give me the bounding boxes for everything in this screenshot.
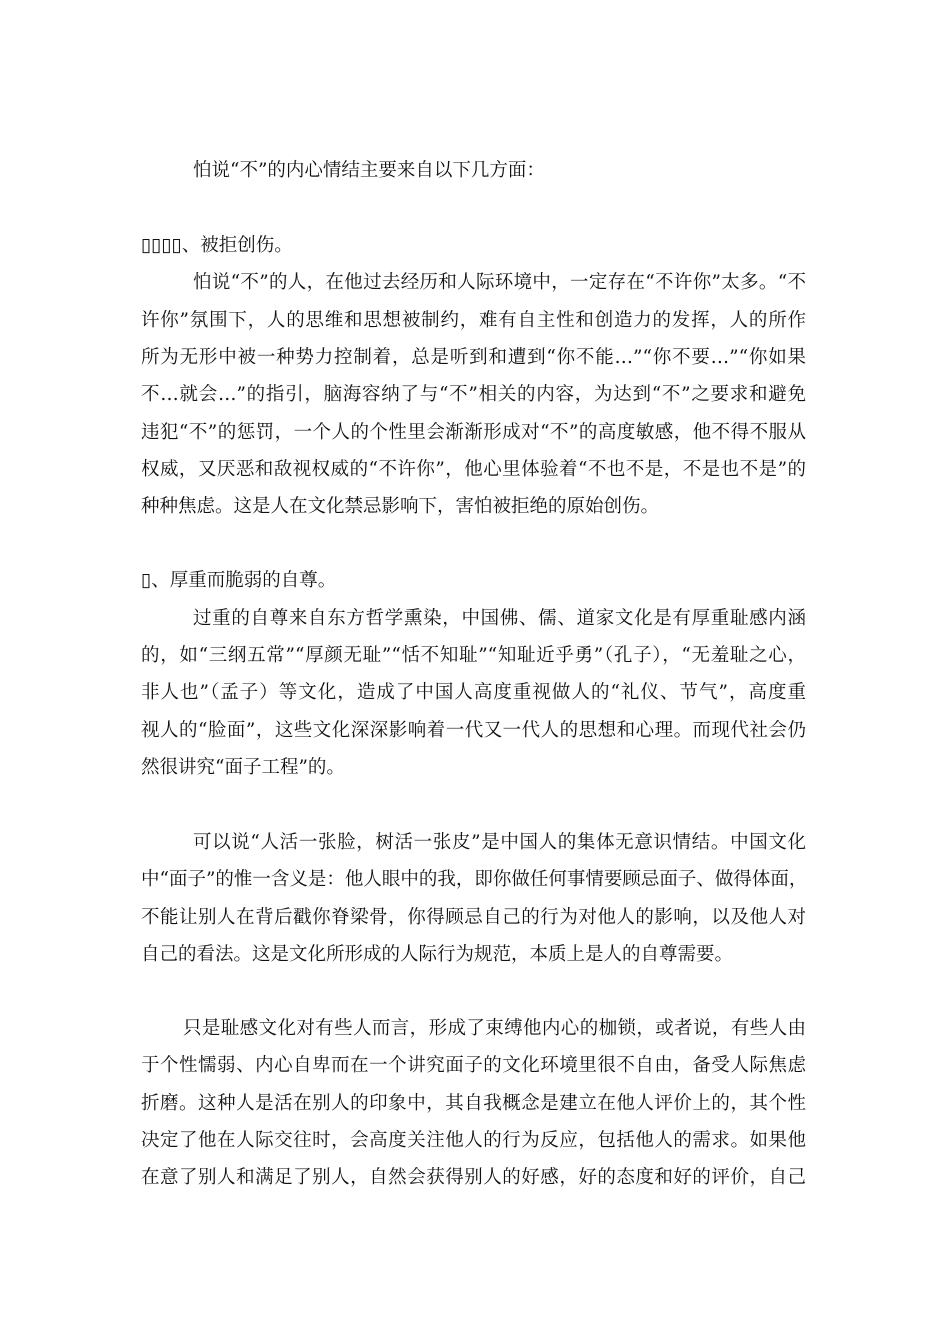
section-2-line: 然很讲究“面子工程”的。: [141, 757, 345, 778]
section-1-line: 不…就会…”的指引，脑海容纳了与“不”相关的内容，为达到“不”之要求和避免: [141, 384, 806, 405]
paragraph-5-line: 在意了别人和满足了别人，自然会获得别人的好感，好的态度和好的评价，自己: [141, 1167, 806, 1188]
section-2-line: 的，如“三纲五常”“厚颜无耻”“恬不知耻”“知耻近乎勇”（孔子），“无羞耻之心，: [141, 645, 806, 666]
paragraph-4-line: 不能让别人在背后戳你脊梁骨，你得顾忌自己的行为对他人的影响，以及他人对: [141, 907, 806, 928]
paragraph-4-line: 自己的看法。这是文化所形成的人际行为规范，本质上是人的自尊需要。: [141, 944, 734, 965]
section-1-line: 许你”氛围下，人的思维和思想被制约，难有自主性和创造力的发挥，人的所作: [141, 310, 806, 331]
paragraph-5-line: 于个性懦弱、内心自卑而在一个讲究面子的文化环境里很不自由，备受人际焦虑: [141, 1055, 806, 1076]
section-1-line: 怕说“不”的人，在他过去经历和人际环境中，一定存在“不许你”太多。“不: [193, 272, 806, 293]
paragraph-5-line: 只是耻感文化对有些人而言，形成了束缚他内心的枷锁，或者说，有些人由: [183, 1018, 806, 1039]
section-1-line: 违犯“不”的惩罚，一个人的个性里会渐渐形成对“不”的高度敏感，他不得不服从: [141, 422, 806, 443]
section-1-heading: ▯▯▯▯、被拒创伤。: [141, 235, 293, 256]
paragraph-5-line: 决定了他在人际交往时，会高度关注他人的行为反应，包括他人的需求。如果他: [141, 1130, 806, 1151]
section-2-line: 视人的“脸面”，这些文化深深影响着一代又一代人的思想和心理。而现代社会仍: [141, 720, 806, 741]
section-1-line: 权威，又厌恶和敌视权威的“不许你”，他心里体验着“不也不是，不是也不是”的: [141, 459, 806, 480]
missing-glyph-marker: ▯: [141, 570, 152, 591]
section-1-line: 种种焦虑。这是人在文化禁忌影响下，害怕被拒绝的原始创伤。: [141, 496, 660, 517]
section-2-heading: ▯、厚重而脆弱的自尊。: [141, 570, 337, 591]
missing-glyph-marker: ▯▯▯▯: [141, 235, 182, 256]
paragraph-4-line: 可以说“人活一张脸，树活一张皮”是中国人的集体无意识情结。中国文化: [193, 832, 806, 853]
section-1-line: 所为无形中被一种势力控制着，总是听到和遭到“你不能…”“你不要…”“你如果: [141, 347, 806, 368]
section-2-line: 过重的自尊来自东方哲学熏染，中国佛、儒、道家文化是有厚重耻感内涵: [193, 608, 806, 629]
section-2-line: 非人也”（孟子）等文化，造成了中国人高度重视做人的“礼仪、节气”，高度重: [141, 682, 806, 703]
intro-line: 怕说“不”的内心情结主要来自以下几方面：: [193, 160, 545, 181]
paragraph-5-line: 折磨。这种人是活在别人的印象中，其自我概念是建立在他人评价上的，其个性: [141, 1093, 806, 1114]
paragraph-4-line: 中“面子”的惟一含义是：他人眼中的我，即你做任何事情要顾忌面子、做得体面，: [141, 869, 808, 890]
